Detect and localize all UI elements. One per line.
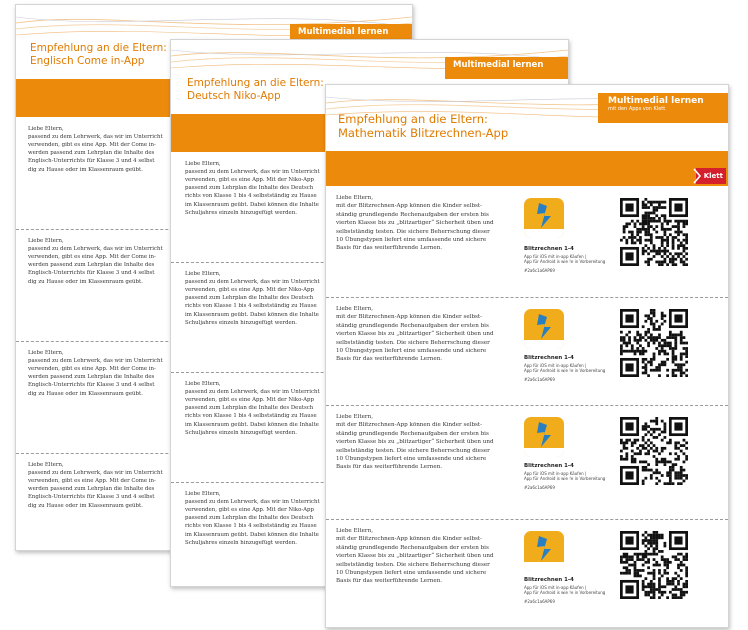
app-code: #2a6c1a6AP69 bbox=[524, 485, 555, 490]
blitzrechnen-app-icon bbox=[524, 531, 564, 571]
letter-list bbox=[326, 186, 728, 627]
letter-text: Liebe Eltern, mit der Blitzrechnen-App können die Kinder selbst- ständig grundlegende Rechenaufgaben der ersten bis vierten Klasse bis zu „blitzartiger“ Sicherheit üben und selbstständig testen. Die sichere Beherrschung dieser 10 Übungstypen liefert eine umfassende und sichere Basis für das weiterführende Lernen. bbox=[336, 195, 494, 252]
klett-logo: Klett bbox=[696, 168, 726, 184]
app-store-line: App für iOS mit in-app Käufen | bbox=[524, 471, 587, 476]
letter-text: Liebe Eltern, mit der Blitzrechnen-App können die Kinder selbst- ständig grundlegende Rechenaufgaben der ersten bis vierten Klasse bis zu „blitzartiger“ Sicherheit üben und selbstständig testen. Die sichere Beherrschung dieser 10 Übungstypen liefert eine umfassende und sichere Basis für das weiterführende Lernen. bbox=[336, 528, 494, 585]
letter-text: Liebe Eltern, passend zu dem Lehrwerk, das wir im Unterricht verwenden, gibt es eine App. Mit der Niko-App passend zum Lehrplan die Inhalte des Deutsch richts von Klasse 1 bis 4 selbstständig zu Hause im Klassenraum geübt. Dabei können die Inhalte Schuljahres einzeln hinzugefügt werden. bbox=[185, 381, 320, 436]
letter-text: Liebe Eltern, passend zu dem Lehrwerk, das wir im Unterricht verwenden, gibt es eine App. Mit der Come in- werden passend zum Lehrplan die Inhalte des Englisch-Unterrichts für Klasse 3 und 4 selbst dig zu Hause oder im Klassenraum geübt. bbox=[28, 238, 163, 285]
blitzrechnen-app-icon bbox=[524, 309, 564, 349]
app-store-line: App für Android is wie !e in Vorbereitung bbox=[524, 368, 606, 373]
letter-text: Liebe Eltern, mit der Blitzrechnen-App können die Kinder selbst- ständig grundlegende Rechenaufgaben der ersten bis vierten Klasse bis zu „blitzartiger“ Sicherheit üben und selbstständig testen. Die sichere Beherrschung dieser 10 Übungstypen liefert eine umfassende und sichere Basis für das weiterführende Lernen. bbox=[336, 414, 494, 471]
app-code: #2a6c1a6AP69 bbox=[524, 599, 555, 604]
app-store-line: App für Android is wie !e in Vorbereitung bbox=[524, 590, 606, 595]
heading-line-1: Empfehlung an die Eltern: bbox=[338, 112, 488, 126]
letter-text: Liebe Eltern, mit der Blitzrechnen-App können die Kinder selbst- ständig grundlegende Rechenaufgaben der ersten bis vierten Klasse bis zu „blitzartiger“ Sicherheit üben und selbstständig testen. Die sichere Beherrschung dieser 10 Übungstypen liefert eine umfassende und sichere Basis für das weiterführende Lernen. bbox=[336, 306, 494, 363]
app-name: Blitzrechnen 1-4 bbox=[524, 577, 574, 583]
qr-code[interactable] bbox=[620, 198, 688, 266]
letter-text: Liebe Eltern, passend zu dem Lehrwerk, das wir im Unterricht verwenden, gibt es eine App. Mit der Niko-App passend zum Lehrplan die Inhalte des Deutsch richts von Klasse 1 bis 4 selbstständig zu Hause im Klassenraum geübt. Dabei können die Inhalte Schuljahres einzeln hinzugefügt werden. bbox=[185, 491, 320, 546]
letter-text: Liebe Eltern, passend zu dem Lehrwerk, das wir im Unterricht verwenden, gibt es eine App. Mit der Come in- werden passend zum Lehrplan die Inhalte des Englisch-Unterrichts für Klasse 3 und 4 selbst dig zu Hause oder im Klassenraum geübt. bbox=[28, 462, 163, 509]
qr-code[interactable] bbox=[620, 417, 688, 485]
app-store-line: App für iOS mit in-app Käufen | bbox=[524, 585, 587, 590]
app-store-line: App für iOS mit in-app Käufen | bbox=[524, 363, 587, 368]
sheet-heading bbox=[30, 42, 167, 67]
heading-line-2: Deutsch Niko-App bbox=[187, 89, 281, 102]
app-name: Blitzrechnen 1-4 bbox=[524, 246, 574, 252]
sheet-heading bbox=[338, 113, 508, 141]
letter-text: Liebe Eltern, passend zu dem Lehrwerk, das wir im Unterricht verwenden, gibt es eine App. Mit der Niko-App passend zum Lehrplan die Inhalte des Deutsch richts von Klasse 1 bis 4 selbstständig zu Hause im Klassenraum geübt. Dabei können die Inhalte Schuljahres einzeln hinzugefügt werden. bbox=[185, 161, 320, 216]
app-name: Blitzrechnen 1-4 bbox=[524, 355, 574, 361]
letter-block bbox=[326, 186, 728, 298]
blitzrechnen-app-icon bbox=[524, 198, 564, 238]
qr-code[interactable] bbox=[620, 309, 688, 377]
brand-tag: Multimedial lernen mit den Apps von Klett bbox=[598, 93, 728, 123]
heading-line-1: Empfehlung an die Eltern: bbox=[30, 42, 167, 54]
app-code: #2a6c1a6AP69 bbox=[524, 268, 555, 273]
orange-band bbox=[326, 151, 728, 186]
app-name: Blitzrechnen 1-4 bbox=[524, 463, 574, 469]
app-store-line: App für Android is wie !e in Vorbereitung bbox=[524, 476, 606, 481]
blitzrechnen-app-icon bbox=[524, 417, 564, 457]
letter-block bbox=[326, 405, 728, 520]
brand-subtag: mit den Apps von Klett bbox=[608, 105, 666, 112]
klett-mark-icon bbox=[692, 168, 702, 184]
heading-line-1: Empfehlung an die Eltern: bbox=[187, 77, 324, 89]
heading-line-2: Mathematik Blitzrechnen-App bbox=[338, 125, 509, 140]
letter-text: Liebe Eltern, passend zu dem Lehrwerk, das wir im Unterricht verwenden, gibt es eine App. Mit der Come in- werden passend zum Lehrplan die Inhalte des Englisch-Unterrichts für Klasse 3 und 4 selbst dig zu Hause oder im Klassenraum geübt. bbox=[28, 350, 163, 397]
letter-text: Liebe Eltern, passend zu dem Lehrwerk, das wir im Unterricht verwenden, gibt es eine App. Mit der Niko-App passend zum Lehrplan die Inhalte des Deutsch richts von Klasse 1 bis 4 selbstständig zu Hause im Klassenraum geübt. Dabei können die Inhalte Schuljahres einzeln hinzugefügt werden. bbox=[185, 271, 320, 326]
brand-tag: Multimedial lernen bbox=[290, 24, 412, 46]
app-code: #2a6c1a6AP69 bbox=[524, 377, 555, 382]
letter-text: Liebe Eltern, passend zu dem Lehrwerk, das wir im Unterricht verwenden, gibt es eine App. Mit der Come in- werden passend zum Lehrplan die Inhalte des Englisch-Unterrichts für Klasse 3 und 4 selbst dig zu Hause oder im Klassenraum geübt. bbox=[28, 126, 163, 173]
heading-line-2: Englisch Come in-App bbox=[30, 54, 145, 67]
qr-code[interactable] bbox=[620, 531, 688, 599]
letter-block bbox=[326, 519, 728, 627]
worksheet-mathematik bbox=[325, 84, 729, 628]
sheet-heading bbox=[187, 77, 324, 102]
brand-tag: Multimedial lernen bbox=[445, 57, 568, 79]
app-store-line: App für Android is wie !e in Vorbereitung bbox=[524, 259, 606, 264]
app-store-line: App für iOS mit in-app Käufen | bbox=[524, 254, 587, 259]
letter-block bbox=[326, 297, 728, 406]
